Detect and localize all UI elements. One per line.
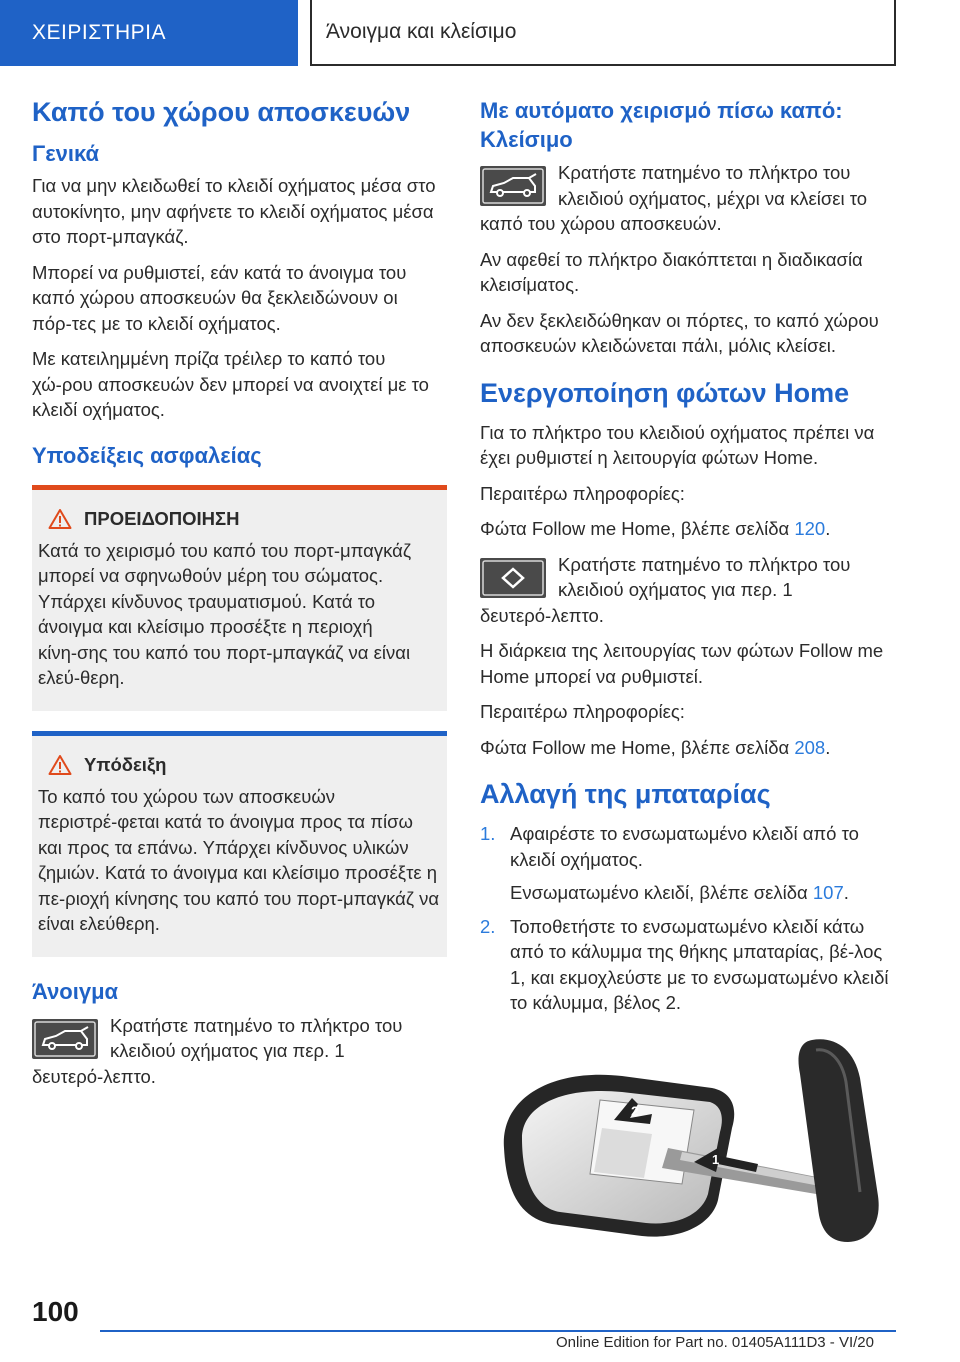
warning-title: ΠΡΟΕΙΔΟΠΟΙΗΣΗ bbox=[84, 507, 240, 529]
section-title-trunk: Καπό του χώρου αποσκευών bbox=[32, 97, 411, 127]
list-item bbox=[480, 821, 895, 906]
step-number: 1. bbox=[480, 823, 496, 844]
step-text: Αφαιρέστε το ενσωματωμένο κλειδί από το κλειδί οχήματος. bbox=[510, 823, 859, 870]
list-item bbox=[480, 914, 895, 1016]
trunk-key-icon bbox=[480, 166, 546, 206]
general-paragraph-3: Με κατειλημμένη πρίζα τρέιλερ το καπό του χώ‑ρου αποσκευών δεν μπορεί να ανοιχτεί με το κλειδί οχήματος. bbox=[32, 348, 429, 420]
page-link-208[interactable]: 208 bbox=[794, 736, 826, 758]
general-heading: Γενικά bbox=[32, 141, 100, 166]
auto-close-paragraph-3: Αν δεν ξεκλειδώθηκαν οι πόρτες, το καπό χώρου αποσκευών κλειδώνεται πάλι, μόλις κλείσει. bbox=[480, 309, 879, 356]
auto-close-paragraph-2: Αν αφεθεί το πλήκτρο διακόπτεται η διαδικασία κλεισίματος. bbox=[480, 248, 863, 295]
home-light-key-icon bbox=[480, 558, 546, 598]
key-battery-illustration bbox=[482, 1028, 902, 1264]
section-title-battery: Αλλαγή της μπαταρίας bbox=[480, 779, 771, 809]
battery-steps bbox=[480, 821, 895, 1016]
footer-divider bbox=[100, 1330, 896, 1332]
arrow-label-1: 1 bbox=[712, 1152, 720, 1167]
note-title: Υπόδειξη bbox=[84, 753, 167, 775]
topic-title: Άνοιγμα και κλείσιμο bbox=[326, 20, 517, 43]
online-edition-footer: Online Edition for Part no. 01405A111D3 - VI/20 bbox=[556, 1334, 874, 1351]
chapter-tab bbox=[0, 0, 298, 66]
right-column bbox=[480, 96, 895, 1024]
auto-close-heading: Με αυτόματο χειρισμό πίσω καπό: Κλείσιμο bbox=[480, 98, 843, 152]
home-lights-reference-2: Φώτα Follow me Home, βλέπε σελίδα 208. bbox=[480, 736, 831, 758]
general-paragraph-1: Για να μην κλειδωθεί το κλειδί οχήματος μέσα στο αυτοκίνητο, μην αφήνετε το κλειδί οχήματος μέσα στο πορτ-μπαγκάζ. bbox=[32, 175, 436, 247]
page-link-120[interactable]: 120 bbox=[794, 518, 826, 539]
section-title-home-lights: Ενεργοποίηση φώτων Home bbox=[480, 377, 850, 408]
arrow-label-2: 2 bbox=[631, 1103, 639, 1119]
auto-close-instruction bbox=[480, 160, 895, 237]
home-lights-paragraph-1: Για το πλήκτρο του κλειδιού οχήματος πρέπει να έχει ρυθμιστεί η λειτουργία φώτων Home. bbox=[480, 421, 875, 468]
warning-text: Κατά το χειρισμό του καπό του πορτ-μπαγκάζ μπορεί να σφηνωθούν μέρη του σώματος. Υπάρχει κίνδυνος τραυματισμού. Κατά το άνοιγμα και κλείσιμο προσέξτε η περιοχή κίνη‑σης του καπό του πορτ-μπαγκάζ να είναι ελεύ‑θερη. bbox=[38, 539, 411, 688]
note-text: Το καπό του χώρου των αποσκευών περιστρέ‑φεται κατά το άνοιγμα προς τα πίσω και προς τα επάνω. Υπάρχει κίνδυνος υλικών ζημιών. Κατά το άνοιγμα και κλείσιμο προσέξτε η πε‑ριοχή κίνησης του καπό του πορτ-μπαγκάζ να είναι ελεύθερη. bbox=[38, 785, 440, 934]
general-paragraph-2: Μπορεί να ρυθμιστεί, εάν κατά το άνοιγμα του καπό χώρου αποσκευών θα ξεκλειδώνουν οι πόρ‑τες με το κλειδί οχήματος. bbox=[32, 261, 407, 334]
opening-text: Κρατήστε πατημένο το πλήκτρο του κλειδιού οχήματος για περ. 1 δευτερό‑λεπτο. bbox=[32, 1014, 403, 1087]
topic-header bbox=[310, 0, 896, 66]
trunk-key-icon bbox=[32, 1019, 98, 1059]
page-link-107[interactable]: 107 bbox=[812, 882, 844, 903]
step-text: Τοποθετήστε το ενσωματωμένο κλειδί κάτω από το κάλυμμα της θήκης μπαταρίας, βέ‑λος 1, και εκμοχλεύστε με το ενσωματωμένο κλειδί το κάλυμμα, βέλος 2. bbox=[510, 915, 889, 1013]
note-box bbox=[32, 731, 447, 957]
warning-triangle-icon bbox=[48, 508, 72, 530]
safety-heading: Υποδείξεις ασφαλείας bbox=[32, 442, 262, 468]
home-lights-paragraph-2: Η διάρκεια της λειτουργίας των φώτων Follow me Home μπορεί να ρυθμιστεί. bbox=[480, 640, 884, 687]
home-lights-instruction bbox=[480, 552, 895, 629]
step-number: 2. bbox=[480, 915, 496, 937]
home-lights-reference-1: Φώτα Follow me Home, βλέπε σελίδα 120. bbox=[480, 518, 831, 539]
warning-box bbox=[32, 485, 447, 711]
left-column bbox=[32, 96, 447, 1099]
home-lights-more-info-1: Περαιτέρω πληροφορίες: bbox=[480, 482, 685, 504]
opening-instruction bbox=[32, 1013, 447, 1090]
opening-heading: Άνοιγμα bbox=[32, 978, 119, 1004]
chapter-title: ΧΕΙΡΙΣΤΗΡΙΑ bbox=[32, 21, 167, 44]
step-reference: Ενσωματωμένο κλειδί, βλέπε σελίδα 107. bbox=[510, 882, 849, 903]
auto-close-text: Κρατήστε πατημένο το πλήκτρο του κλειδιού οχήματος, μέχρι να κλείσει το καπό του χώρου αποσκευών. bbox=[480, 162, 868, 234]
page-number: 100 bbox=[32, 1296, 79, 1327]
home-lights-key-text: Κρατήστε πατημένο το πλήκτρο του κλειδιού οχήματος για περ. 1 δευτερό‑λεπτο. bbox=[480, 553, 851, 626]
warning-triangle-icon bbox=[48, 754, 72, 776]
home-lights-more-info-2: Περαιτέρω πληροφορίες: bbox=[480, 701, 685, 722]
